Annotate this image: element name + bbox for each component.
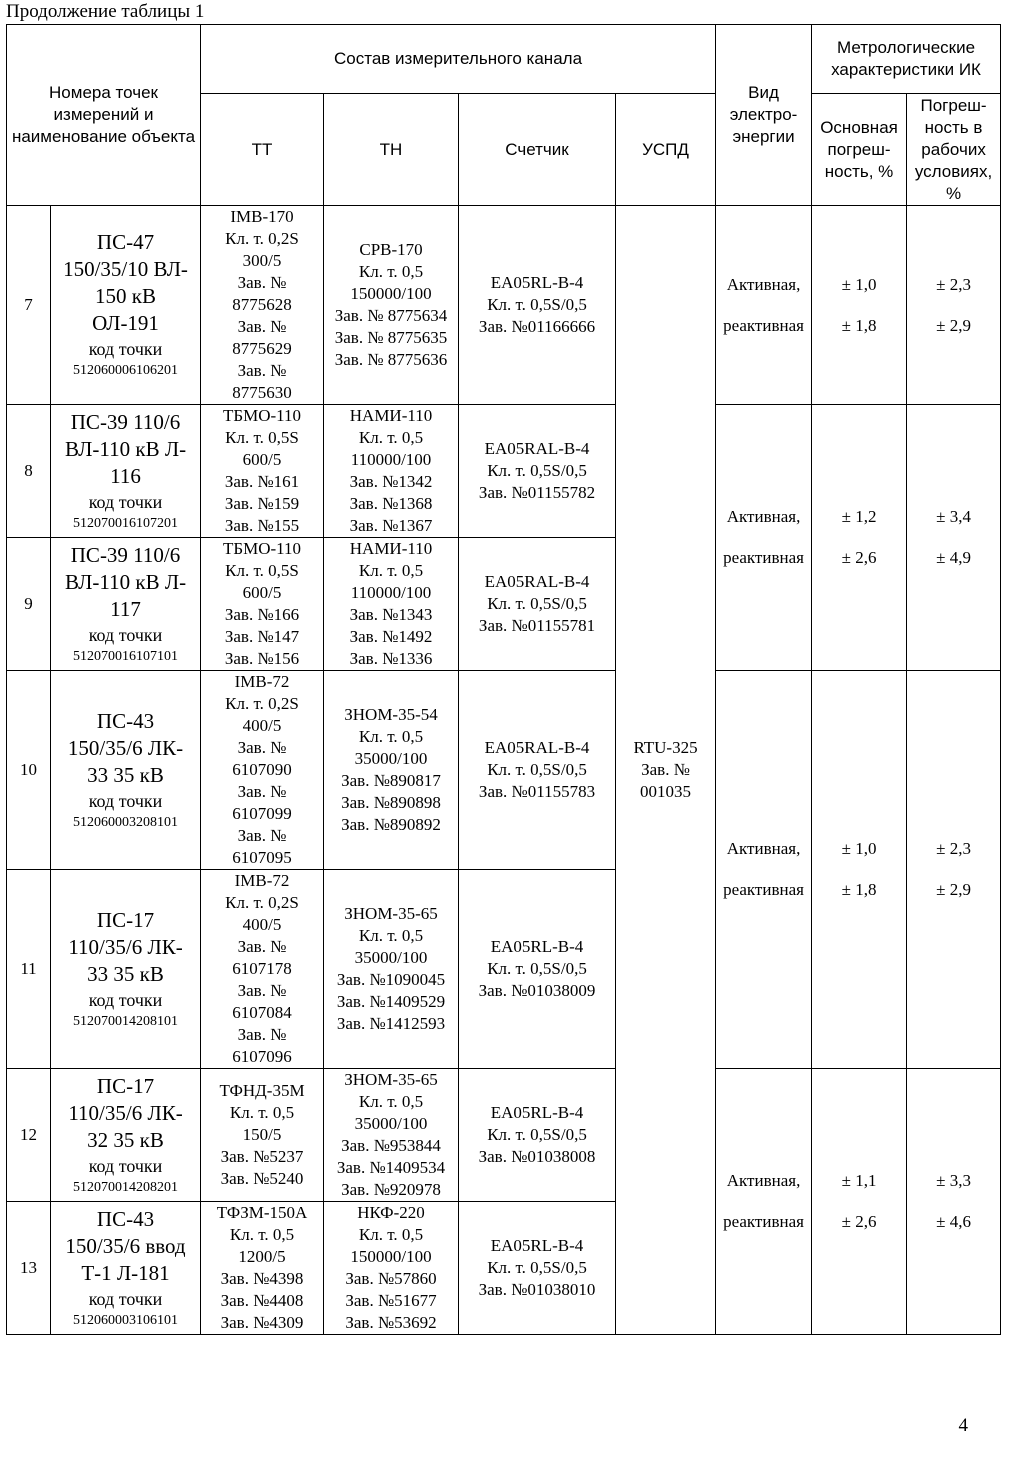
tt-line: Зав. № bbox=[237, 981, 287, 1000]
object-name-line: ПС-39 110/6 bbox=[70, 542, 181, 567]
tn-line: Кл. т. 0,5 bbox=[358, 1225, 424, 1244]
meter-line: Кл. т. 0,5S/0,5 bbox=[487, 1258, 587, 1277]
tt-line: 8775628 bbox=[232, 295, 292, 314]
meter-line: Зав. №01038008 bbox=[478, 1147, 596, 1166]
object-name-line: 110/35/6 ЛК- bbox=[68, 934, 183, 959]
meter-line: Кл. т. 0,5S/0,5 bbox=[487, 461, 587, 480]
spacer bbox=[812, 1192, 906, 1211]
tt-cell bbox=[201, 538, 324, 671]
point-code: 512060003106101 bbox=[73, 1312, 178, 1328]
spacer bbox=[907, 296, 1000, 315]
basic-error: ± 1,8 bbox=[841, 880, 877, 899]
meter-cell bbox=[459, 405, 616, 538]
object-name-line: ПС-47 bbox=[96, 230, 155, 254]
tt-line: Кл. т. 0,5 bbox=[229, 1225, 295, 1244]
tn-line: Зав. №1367 bbox=[349, 516, 433, 535]
meter-line: EA05RL-B-4 bbox=[490, 273, 584, 292]
tt-line: Кл. т. 0,2S bbox=[225, 229, 299, 248]
object-cell bbox=[51, 1202, 201, 1335]
tn-line: 35000/100 bbox=[354, 948, 428, 967]
tt-line: Зав. № bbox=[237, 317, 287, 336]
tn-line: Зав. №890892 bbox=[341, 815, 441, 834]
tt-line: Зав. № bbox=[237, 738, 287, 757]
tt-line: Кл. т. 0,2S bbox=[225, 694, 299, 713]
tn-line: Кл. т. 0,5 bbox=[358, 1092, 424, 1111]
meter-line: EA05RL-B-4 bbox=[490, 1103, 584, 1122]
tt-line: 600/5 bbox=[242, 450, 282, 469]
tn-line: Зав. №1412593 bbox=[336, 1014, 446, 1033]
meter-line: EA05RL-B-4 bbox=[490, 1236, 584, 1255]
meter-cell bbox=[459, 538, 616, 671]
row-number: 12 bbox=[7, 1069, 51, 1202]
tn-line: 150000/100 bbox=[350, 284, 432, 303]
tn-line: Зав. №51677 bbox=[345, 1291, 437, 1310]
spacer bbox=[812, 860, 906, 879]
tn-line: Зав. №920978 bbox=[341, 1180, 441, 1199]
tt-line: Зав. № bbox=[237, 361, 287, 380]
tt-line: 600/5 bbox=[242, 583, 282, 602]
tt-line: 8775630 bbox=[232, 383, 292, 402]
object-name-line: 150/35/6 ввод bbox=[65, 1233, 186, 1258]
meter-line: Зав. №01155782 bbox=[478, 483, 596, 502]
tt-cell bbox=[201, 1069, 324, 1202]
header-kind: Вид электро- энергии bbox=[716, 25, 812, 206]
tn-line: 110000/100 bbox=[350, 450, 432, 469]
point-code: 512070014208201 bbox=[73, 1179, 178, 1195]
tn-line: 35000/100 bbox=[354, 749, 428, 768]
tn-line: НАМИ-110 bbox=[349, 406, 433, 425]
work-error: ± 2,3 bbox=[936, 839, 971, 858]
tt-line: Зав. № bbox=[237, 782, 287, 801]
object-name-line: ОЛ-191 bbox=[92, 311, 159, 335]
tt-line: ТБМО-110 bbox=[222, 539, 302, 558]
basic-error: ± 1,0 bbox=[841, 274, 877, 294]
tt-line: IMB-72 bbox=[234, 672, 290, 691]
tt-line: Зав. №4398 bbox=[220, 1269, 304, 1288]
table-row bbox=[7, 206, 1001, 405]
object-name-line: ВЛ-110 кВ Л- bbox=[64, 569, 187, 594]
tt-line: IMB-72 bbox=[234, 871, 290, 890]
basic-error-cell bbox=[812, 206, 907, 405]
tn-cell bbox=[324, 870, 459, 1069]
tn-line: Кл. т. 0,5 bbox=[358, 561, 424, 580]
page-number: 4 bbox=[958, 1415, 968, 1436]
work-error: ± 4,9 bbox=[936, 548, 971, 567]
energy-kind: Активная, bbox=[726, 274, 801, 294]
meter-cell bbox=[459, 1202, 616, 1335]
object-cell bbox=[51, 671, 201, 870]
tn-cell bbox=[324, 405, 459, 538]
header-meter: Счетчик bbox=[459, 94, 616, 206]
spacer bbox=[907, 1192, 1000, 1211]
tt-line: ТФЗМ-150А bbox=[216, 1203, 308, 1222]
object-name-line: ПС-39 110/6 bbox=[70, 409, 181, 434]
tn-line: Зав. №1342 bbox=[349, 472, 433, 491]
tt-line: 6107178 bbox=[232, 959, 292, 978]
header-uspd: УСПД bbox=[616, 94, 716, 206]
meter-line: Зав. №01155783 bbox=[478, 782, 596, 801]
tt-line: 8775629 bbox=[232, 339, 292, 358]
tn-line: Зав. № 8775634 bbox=[334, 306, 448, 325]
tn-line: Кл. т. 0,5 bbox=[358, 926, 424, 945]
tn-line: Кл. т. 0,5 bbox=[358, 262, 424, 281]
header-channel: Состав измерительного канала bbox=[201, 25, 716, 94]
work-error-cell bbox=[907, 1069, 1001, 1335]
basic-error-cell bbox=[812, 671, 907, 1069]
meter-cell bbox=[459, 1069, 616, 1202]
row-number: 10 bbox=[7, 671, 51, 870]
metrology-table bbox=[6, 24, 1001, 1335]
point-code: 512060006106201 bbox=[73, 363, 178, 378]
header-metro: Метрологические характеристики ИК bbox=[812, 25, 1001, 94]
basic-error: ± 2,6 bbox=[841, 548, 877, 567]
work-error-cell bbox=[907, 405, 1001, 671]
tt-line: 6107096 bbox=[232, 1047, 292, 1066]
tn-line: Зав. №1492 bbox=[349, 627, 433, 646]
tn-line: Зав. № 8775635 bbox=[334, 328, 448, 347]
tn-line: Зав. №1343 bbox=[349, 605, 433, 624]
code-label: код точки bbox=[88, 1155, 163, 1176]
tt-cell bbox=[201, 671, 324, 870]
object-cell bbox=[51, 405, 201, 538]
tt-line: Зав. №159 bbox=[224, 494, 300, 513]
code-label: код точки bbox=[88, 491, 163, 512]
meter-cell bbox=[459, 870, 616, 1069]
tt-line: Зав. №156 bbox=[224, 649, 300, 668]
spacer bbox=[812, 528, 906, 547]
object-name-line: ВЛ-110 кВ Л- bbox=[64, 436, 187, 461]
energy-kind: реактивная bbox=[723, 315, 804, 335]
tt-line: Зав. № bbox=[237, 273, 287, 292]
object-name-line: 150/35/10 ВЛ- bbox=[63, 257, 188, 281]
row-number: 11 bbox=[7, 870, 51, 1069]
spacer bbox=[716, 296, 811, 315]
tn-line: Зав. №1409534 bbox=[336, 1158, 446, 1177]
tt-line: ТФНД-35М bbox=[219, 1081, 305, 1100]
tt-line: 1200/5 bbox=[238, 1247, 286, 1266]
tt-line: 150/5 bbox=[242, 1125, 282, 1144]
basic-error: ± 1,0 bbox=[841, 839, 877, 858]
meter-line: Зав. №01155781 bbox=[478, 616, 596, 635]
tn-line: ЗНОМ-35-65 bbox=[344, 904, 438, 923]
object-name-line: Т-1 Л-181 bbox=[81, 1260, 170, 1285]
table-row bbox=[7, 405, 1001, 538]
tn-line: Зав. № 8775636 bbox=[334, 350, 448, 369]
energy-kind-cell bbox=[716, 206, 812, 405]
tt-line: Зав. №161 bbox=[224, 472, 300, 491]
basic-error: ± 2,6 bbox=[841, 1212, 877, 1231]
point-code: 512070014208101 bbox=[73, 1013, 178, 1029]
header-tn: ТН bbox=[324, 94, 459, 206]
tt-line: 6107095 bbox=[232, 848, 292, 867]
tt-line: ТБМО-110 bbox=[222, 406, 302, 425]
tn-cell bbox=[324, 1069, 459, 1202]
row-number: 13 bbox=[7, 1202, 51, 1335]
header-basic: Основная погреш- ность, % bbox=[812, 94, 907, 206]
header-tt: ТТ bbox=[201, 94, 324, 206]
tn-line: ЗНОМ-35-65 bbox=[344, 1070, 438, 1089]
tt-line: Кл. т. 0,5S bbox=[225, 561, 299, 580]
object-name-line: 33 35 кВ bbox=[87, 762, 164, 787]
meter-line: EA05RAL-B-4 bbox=[484, 572, 590, 591]
row-number: 7 bbox=[7, 206, 51, 405]
tt-line: Кл. т. 0,5 bbox=[229, 1103, 295, 1122]
tt-line: Зав. №5240 bbox=[220, 1169, 304, 1188]
basic-error-cell bbox=[812, 1069, 907, 1335]
tn-line: НАМИ-110 bbox=[349, 539, 433, 558]
object-name-line: 117 bbox=[110, 596, 141, 621]
energy-kind: реактивная bbox=[723, 1212, 804, 1231]
header-work: Погреш- ность в рабочих условиях, % bbox=[907, 94, 1001, 206]
energy-kind: реактивная bbox=[723, 880, 804, 899]
work-error: ± 2,9 bbox=[936, 880, 971, 899]
tt-cell bbox=[201, 1202, 324, 1335]
tt-line: Зав. №4309 bbox=[220, 1313, 304, 1332]
meter-line: EA05RAL-B-4 bbox=[484, 738, 590, 757]
code-label: код точки bbox=[88, 1288, 163, 1309]
table-row bbox=[7, 1069, 1001, 1202]
object-name-line: 116 bbox=[110, 463, 141, 488]
tn-line: Зав. №57860 bbox=[345, 1269, 437, 1288]
basic-error: ± 1,1 bbox=[841, 1171, 877, 1190]
work-error-cell bbox=[907, 671, 1001, 1069]
tn-line: 150000/100 bbox=[350, 1247, 432, 1266]
work-error: ± 4,6 bbox=[936, 1212, 971, 1231]
uspd-line: 001035 bbox=[640, 782, 692, 801]
spacer bbox=[907, 860, 1000, 879]
meter-cell bbox=[459, 671, 616, 870]
header-points: Номера точек измерений и наименование объекта bbox=[7, 25, 201, 206]
energy-kind-cell bbox=[716, 671, 812, 1069]
tn-line: 110000/100 bbox=[350, 583, 432, 602]
tn-cell bbox=[324, 538, 459, 671]
tt-line: Зав. №4408 bbox=[220, 1291, 304, 1310]
tn-line: Зав. №1336 bbox=[349, 649, 433, 668]
tn-line: Кл. т. 0,5 bbox=[358, 428, 424, 447]
code-label: код точки bbox=[88, 989, 163, 1010]
tn-line: 35000/100 bbox=[354, 1114, 428, 1133]
energy-kind: реактивная bbox=[723, 548, 804, 567]
object-name-line: 150 кВ bbox=[95, 284, 156, 308]
tn-line: НКФ-220 bbox=[357, 1203, 425, 1222]
object-name-line: ПС-43 bbox=[96, 1206, 155, 1231]
code-label: код точки bbox=[88, 790, 163, 811]
object-name-line: 110/35/6 ЛК- bbox=[68, 1100, 183, 1125]
meter-line: Зав. №01038009 bbox=[478, 981, 596, 1000]
tt-cell bbox=[201, 206, 324, 405]
object-name-line: ПС-17 bbox=[96, 1073, 155, 1098]
uspd-line: Зав. № bbox=[641, 760, 690, 779]
tn-line: Кл. т. 0,5 bbox=[358, 727, 424, 746]
point-code: 512070016107101 bbox=[73, 648, 178, 664]
uspd-line: RTU-325 bbox=[633, 738, 698, 757]
point-code: 512070016107201 bbox=[73, 515, 178, 531]
work-error: ± 3,3 bbox=[936, 1171, 971, 1190]
object-cell bbox=[51, 538, 201, 671]
basic-error-cell bbox=[812, 405, 907, 671]
tt-line: 300/5 bbox=[242, 251, 282, 270]
tn-cell bbox=[324, 1202, 459, 1335]
row-number: 8 bbox=[7, 405, 51, 538]
tt-line: Зав. № bbox=[237, 937, 287, 956]
basic-error: ± 1,8 bbox=[841, 315, 877, 335]
tt-line: Зав. №166 bbox=[224, 605, 300, 624]
tt-line: Зав. №155 bbox=[224, 516, 300, 535]
meter-line: EA05RL-B-4 bbox=[490, 937, 584, 956]
spacer bbox=[812, 296, 906, 315]
spacer bbox=[907, 528, 1000, 547]
meter-line: Зав. №01166666 bbox=[478, 317, 596, 336]
basic-error: ± 1,2 bbox=[841, 507, 877, 526]
table-caption: Продолжение таблицы 1 bbox=[6, 1, 205, 22]
code-label: код точки bbox=[88, 624, 163, 645]
table-row bbox=[7, 671, 1001, 870]
energy-kind-cell bbox=[716, 405, 812, 671]
spacer bbox=[716, 528, 811, 547]
spacer bbox=[716, 1192, 811, 1211]
energy-kind: Активная, bbox=[726, 507, 801, 526]
object-cell bbox=[51, 1069, 201, 1202]
object-name-line: ПС-43 bbox=[96, 708, 155, 733]
meter-line: EA05RAL-B-4 bbox=[484, 439, 590, 458]
tt-line: 6107084 bbox=[232, 1003, 292, 1022]
tn-line: Зав. №953844 bbox=[341, 1136, 441, 1155]
tt-line: Зав. №147 bbox=[224, 627, 300, 646]
energy-kind: Активная, bbox=[726, 1171, 801, 1190]
row-number: 9 bbox=[7, 538, 51, 671]
object-cell bbox=[51, 870, 201, 1069]
tn-cell bbox=[324, 206, 459, 405]
tt-line: 6107090 bbox=[232, 760, 292, 779]
tt-line: Зав. № bbox=[237, 1025, 287, 1044]
tn-line: CPB-170 bbox=[359, 240, 423, 259]
code-label: код точки bbox=[88, 339, 163, 359]
tt-cell bbox=[201, 870, 324, 1069]
object-name-line: 150/35/6 ЛК- bbox=[67, 735, 184, 760]
tt-cell bbox=[201, 405, 324, 538]
energy-kind-cell bbox=[716, 1069, 812, 1335]
object-name-line: ПС-17 bbox=[96, 907, 155, 932]
tn-line: ЗНОМ-35-54 bbox=[344, 705, 438, 724]
spacer bbox=[716, 860, 811, 879]
object-name-line: 32 35 кВ bbox=[87, 1127, 164, 1152]
tt-line: 400/5 bbox=[242, 915, 282, 934]
work-error: ± 3,4 bbox=[936, 507, 971, 526]
tt-line: IMB-170 bbox=[230, 207, 294, 226]
meter-cell bbox=[459, 206, 616, 405]
meter-line: Кл. т. 0,5S/0,5 bbox=[487, 760, 587, 779]
work-error-cell bbox=[907, 206, 1001, 405]
tn-line: Зав. №1409529 bbox=[336, 992, 446, 1011]
work-error: ± 2,3 bbox=[936, 274, 971, 294]
tt-line: Зав. №5237 bbox=[220, 1147, 304, 1166]
tn-line: Зав. №890898 bbox=[341, 793, 441, 812]
tn-line: Зав. №890817 bbox=[341, 771, 441, 790]
meter-line: Кл. т. 0,5S/0,5 bbox=[487, 295, 587, 314]
energy-kind: Активная, bbox=[726, 839, 801, 858]
meter-line: Кл. т. 0,5S/0,5 bbox=[487, 1125, 587, 1144]
tt-line: 6107099 bbox=[232, 804, 292, 823]
object-cell bbox=[51, 206, 201, 405]
tn-line: Зав. №1090045 bbox=[336, 970, 446, 989]
tt-line: 400/5 bbox=[242, 716, 282, 735]
point-code: 512060003208101 bbox=[73, 814, 178, 830]
meter-line: Зав. №01038010 bbox=[478, 1280, 596, 1299]
tn-line: Зав. №53692 bbox=[345, 1313, 437, 1332]
tn-cell bbox=[324, 671, 459, 870]
meter-line: Кл. т. 0,5S/0,5 bbox=[487, 594, 587, 613]
meter-line: Кл. т. 0,5S/0,5 bbox=[487, 959, 587, 978]
uspd-cell bbox=[616, 206, 716, 1335]
work-error: ± 2,9 bbox=[936, 315, 971, 335]
tt-line: Кл. т. 0,5S bbox=[225, 428, 299, 447]
object-name-line: 33 35 кВ bbox=[87, 961, 164, 986]
tt-line: Кл. т. 0,2S bbox=[225, 893, 299, 912]
tt-line: Зав. № bbox=[237, 826, 287, 845]
tn-line: Зав. №1368 bbox=[349, 494, 433, 513]
